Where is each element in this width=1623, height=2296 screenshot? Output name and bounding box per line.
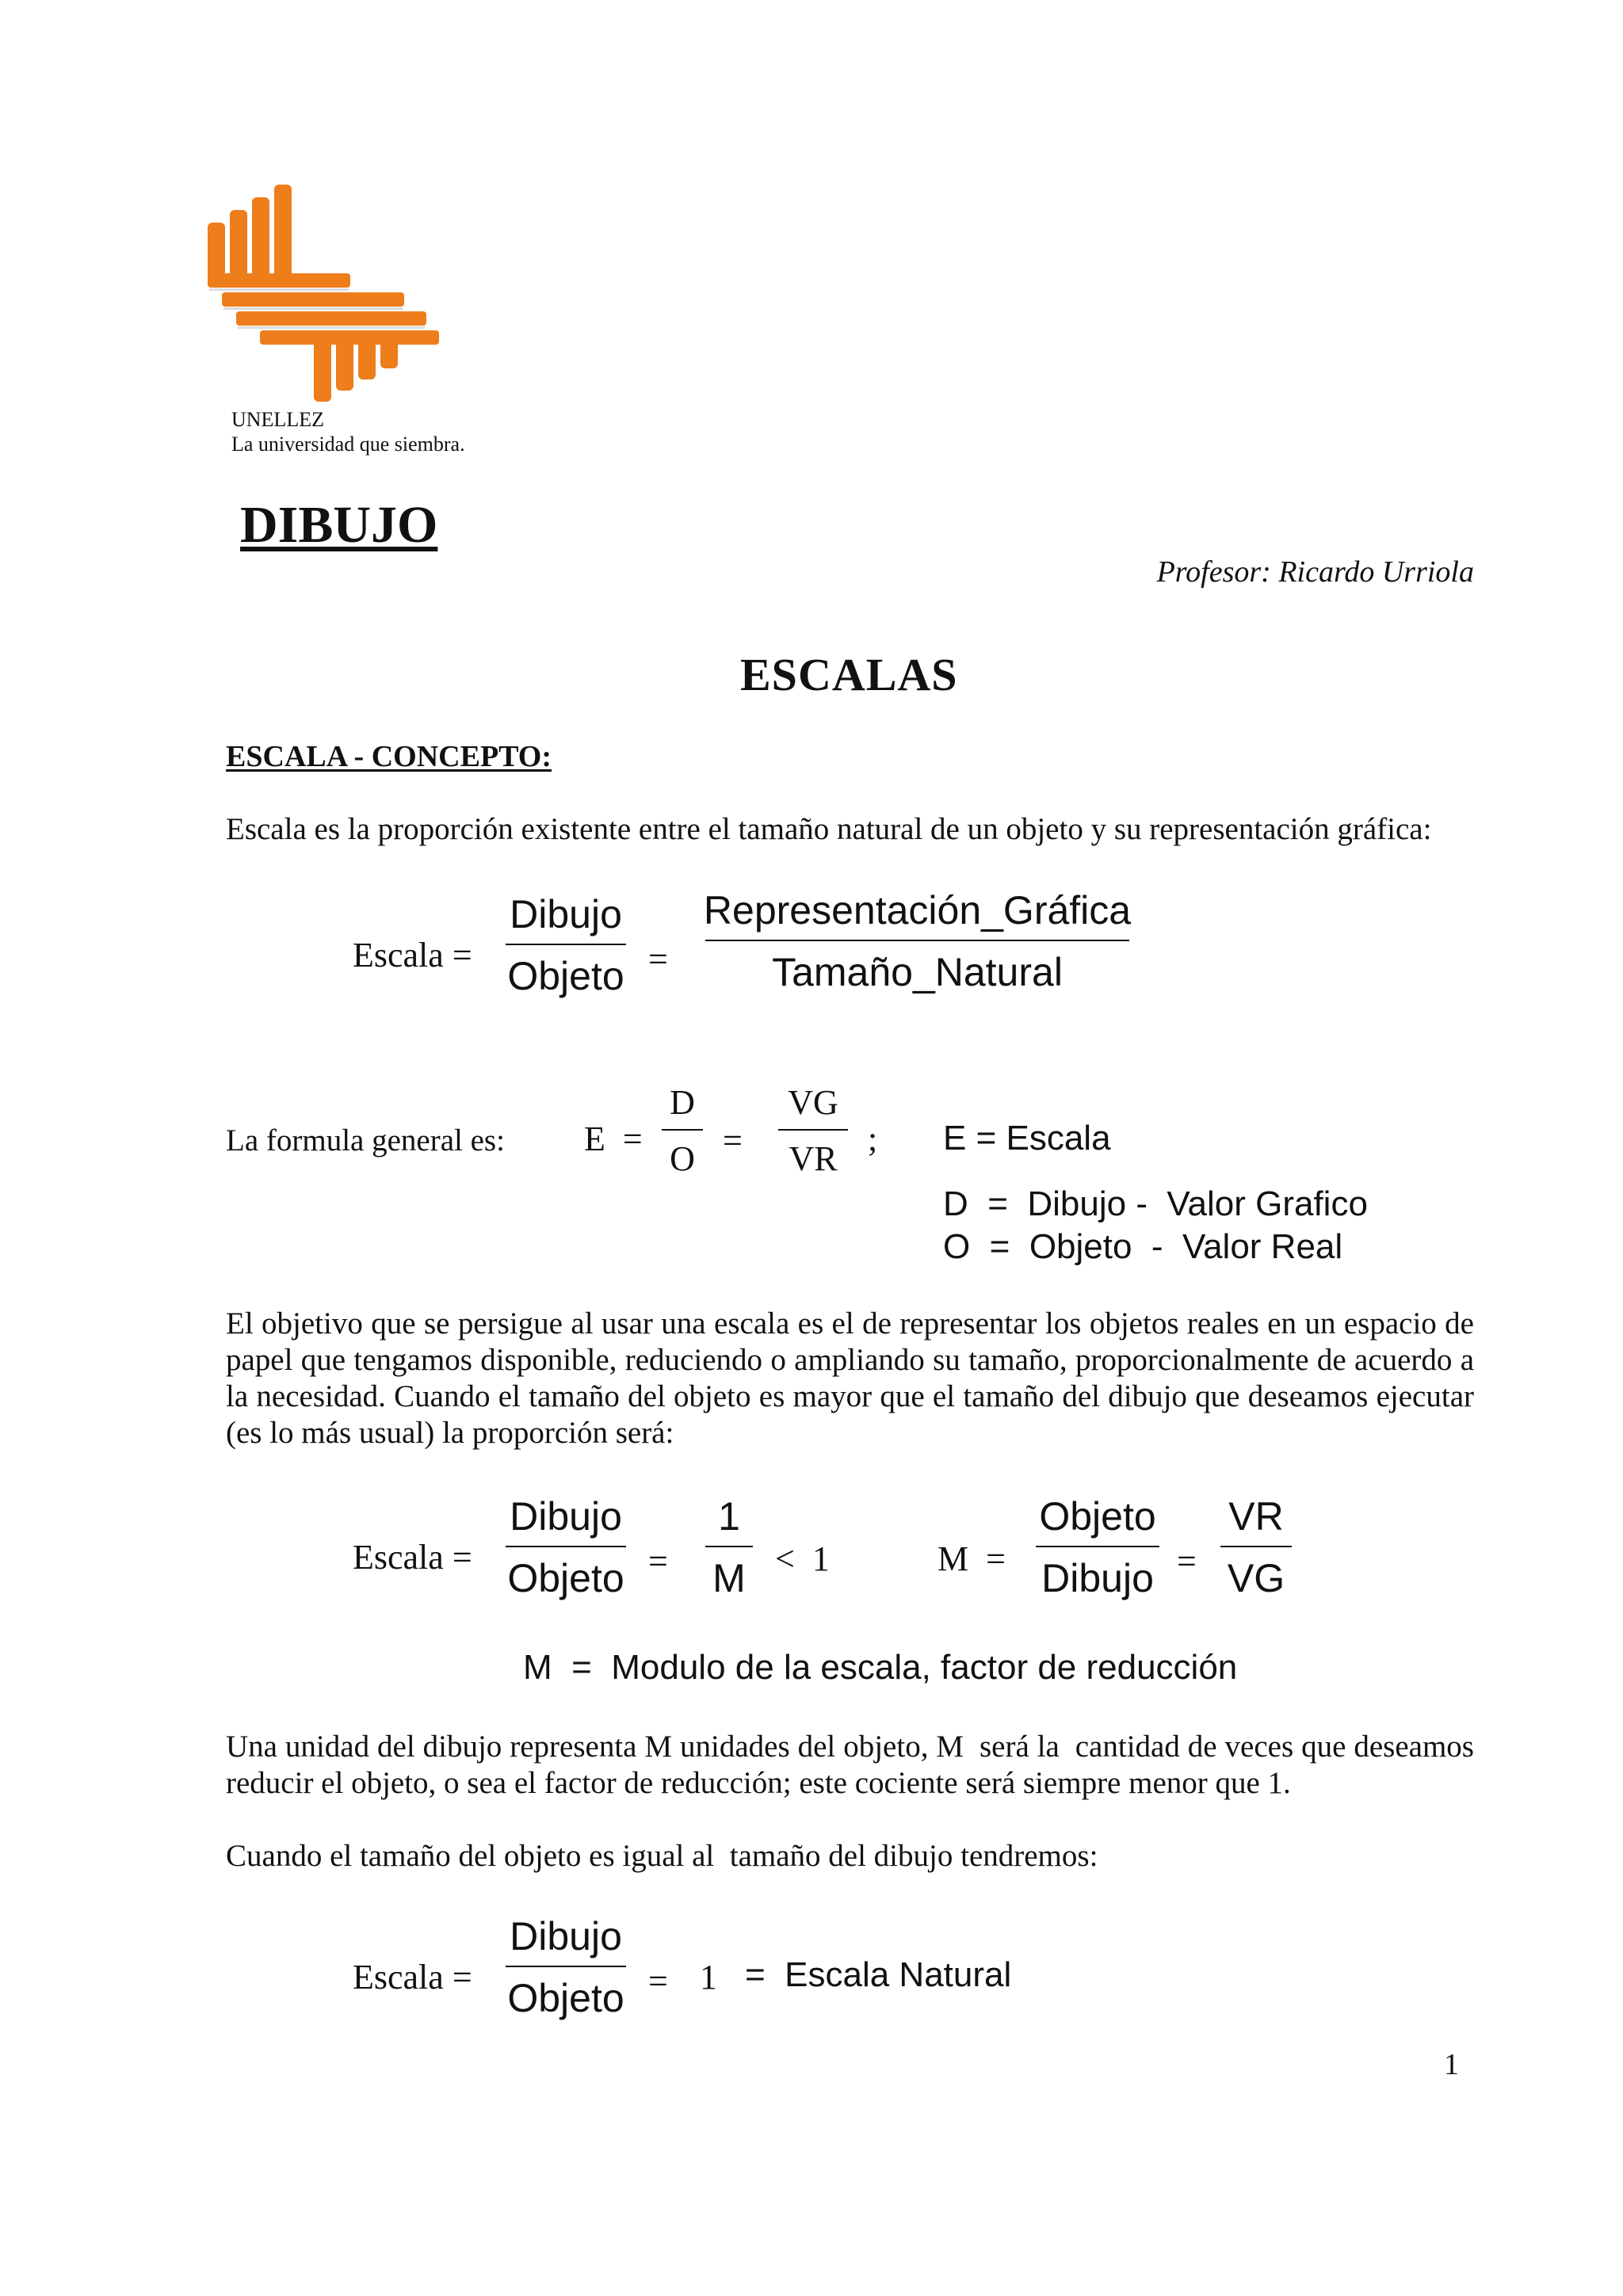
formula1-fraction-dibujo-objeto: [506, 891, 626, 999]
definition-o: O = Objeto - Valor Real: [943, 1227, 1343, 1266]
formula1-numerator: Dibujo: [510, 892, 622, 936]
formula4-numerator: Dibujo: [510, 1914, 622, 1958]
paragraph-unidad: Una unidad del dibujo representa M unidades del objeto, M será la cantidad de veces que deseamos reducir el objeto, o sea el factor de reducción; este cociente será siempre menor que 1.: [226, 1730, 1490, 1800]
formula3-numerator-2: 1: [718, 1494, 740, 1539]
formula1-fraction-representacion-tamano: [703, 887, 1132, 995]
formula1-equals: =: [648, 940, 668, 978]
formula1-denominator-2: Tamaño_Natural: [772, 950, 1063, 994]
logo-h-bar-2: [222, 292, 404, 307]
formula3-numerator-3: Objeto: [1039, 1494, 1156, 1539]
fraction-bar: [506, 1966, 626, 1967]
intro-text: Escala es la proporción existente entre el tamaño natural de un objeto y su representación gráfica:: [226, 812, 1432, 846]
modulo-definition: M = Modulo de la escala, factor de reducción: [523, 1648, 1238, 1687]
section-heading: ESCALA - CONCEPTO:: [226, 740, 552, 773]
formula2-denominator-2: VR: [789, 1139, 838, 1178]
paragraph-escala-natural-intro: Cuando el tamaño del objeto es igual al tamaño del dibujo tendremos:: [226, 1839, 1098, 1873]
logo-bottom-bar-2: [336, 337, 353, 391]
formula2-numerator: D: [670, 1083, 695, 1122]
formula4-equals: =: [648, 1962, 668, 2000]
logo-top-bar-3: [252, 197, 269, 283]
formula3-numerator: Dibujo: [510, 1494, 622, 1539]
page-number: 1: [1444, 2048, 1459, 2081]
formula3-equals-2: =: [1177, 1542, 1197, 1581]
fraction-bar: [778, 1129, 848, 1131]
formula3-denominator: Objeto: [507, 1556, 624, 1600]
logo-top-bars: [208, 185, 292, 286]
formula2-numerator-2: VG: [788, 1083, 838, 1122]
professor-name: Profesor: Ricardo Urriola: [1156, 555, 1474, 589]
formula4-escala-natural: = Escala Natural: [745, 1955, 1012, 1994]
formula2-denominator: O: [670, 1139, 695, 1178]
formula1-denominator: Objeto: [507, 954, 624, 998]
formula3-less-than-one: < 1: [775, 1539, 830, 1578]
org-motto: La universidad que siembra.: [231, 433, 465, 456]
fraction-bar: [705, 940, 1129, 941]
formula3-fraction-objeto-dibujo: [1036, 1493, 1159, 1601]
formula3-fraction-dibujo-objeto: [506, 1493, 626, 1601]
logo-bottom-bar-1: [314, 337, 331, 402]
formula3-fraction-1-m: [705, 1493, 753, 1601]
formula4-one: 1: [700, 1958, 717, 1997]
main-title: ESCALAS: [740, 649, 958, 700]
formula1-numerator-2: Representación_Gráfica: [703, 888, 1132, 933]
logo-top-bar-2: [230, 210, 247, 283]
formula3-denominator-4: VG: [1227, 1556, 1285, 1600]
definition-e: E = Escala: [943, 1119, 1111, 1158]
paragraph-objetivo: El objetivo que se persigue al usar una escala es el de representar los objetos reales en un espacio de papel que tengamos disponible, reduciendo o ampliando su tamaño, proporcionalmente de acuerdo a la necesidad. Cuando el tamaño del objeto es mayor que el tamaño del dibujo que deseamos ejecutar (es lo más usual) la proporción será:: [226, 1306, 1474, 1450]
formula3-label: Escala =: [353, 1538, 472, 1577]
logo-top-bar-4: [274, 185, 292, 280]
fraction-bar: [662, 1129, 703, 1131]
formula4-fraction-dibujo-objeto: [506, 1913, 626, 2021]
formula3-equals-1: =: [648, 1542, 668, 1581]
formula3-fraction-vr-vg: [1220, 1493, 1292, 1601]
logo-bottom-bar-3: [358, 337, 376, 379]
formula3-denominator-3: Dibujo: [1041, 1556, 1154, 1600]
formula2-semicolon: ;: [868, 1119, 878, 1158]
logo-bottom-bar-4: [380, 337, 398, 368]
fraction-bar: [705, 1546, 753, 1547]
logo-h-bar-3: [236, 311, 426, 326]
fraction-bar: [1220, 1546, 1292, 1547]
formula3-numerator-4: VR: [1228, 1494, 1284, 1539]
doc-title: DIBUJO: [240, 496, 438, 554]
formula2-lhs: E =: [584, 1119, 643, 1158]
fraction-bar: [506, 944, 626, 945]
formula2-fraction-d-o: [662, 1082, 703, 1179]
formula2-fraction-vg-vr: [778, 1082, 848, 1179]
logo-bottom-bars: [314, 337, 398, 402]
formula3-denominator-2: M: [712, 1556, 746, 1600]
definition-d: D = Dibujo - Valor Grafico: [943, 1184, 1368, 1223]
formula4-label: Escala =: [353, 1958, 472, 1997]
formula2-equals: =: [723, 1121, 743, 1160]
logo-h-bar-1: [208, 273, 350, 288]
formula3-m-label: M =: [938, 1539, 1006, 1578]
fraction-bar: [506, 1546, 626, 1547]
formula2-intro: La formula general es:: [226, 1123, 505, 1158]
formula4-denominator: Objeto: [507, 1976, 624, 2020]
unellez-logo: [198, 178, 444, 404]
org-name: UNELLEZ: [231, 408, 324, 431]
formula1-label: Escala =: [353, 936, 472, 974]
fraction-bar: [1036, 1546, 1159, 1547]
